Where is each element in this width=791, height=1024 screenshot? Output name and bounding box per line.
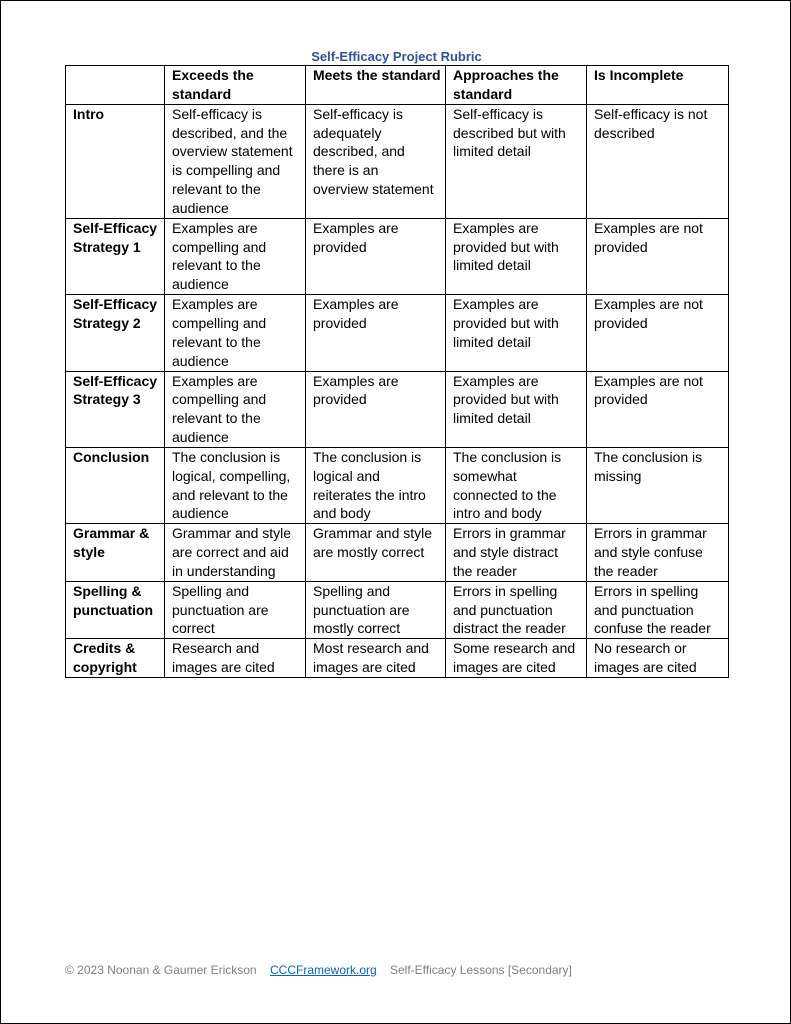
- descriptor-exceeds: The conclusion is logical, compelling, and relevant to the audience: [165, 447, 306, 523]
- rubric-row-credits-copyright: [66, 639, 729, 678]
- descriptor-exceeds: Examples are compelling and relevant to the audience: [165, 218, 306, 294]
- column-header-exceeds: Exceeds the standard: [165, 66, 306, 105]
- criterion-cell: Credits & copyright: [66, 639, 165, 678]
- criterion-cell: Conclusion: [66, 447, 165, 523]
- page-footer: [0, 962, 791, 978]
- copyright-notice: © 2023 Noonan & Gaumer Erickson: [65, 963, 257, 977]
- descriptor-incomplete: Errors in spelling and punctuation confuse the reader: [587, 581, 729, 639]
- corner-cell: [66, 66, 165, 105]
- descriptor-exceeds: Examples are compelling and relevant to the audience: [165, 371, 306, 447]
- rubric-title: Self-Efficacy Project Rubric: [311, 49, 482, 64]
- descriptor-meets: Self-efficacy is adequately described, and there is an overview statement: [306, 104, 446, 218]
- descriptor-incomplete: Examples are not provided: [587, 295, 729, 371]
- descriptor-approaches: Self-efficacy is described but with limited detail: [446, 104, 587, 218]
- rubric-row-grammar-style: [66, 524, 729, 582]
- descriptor-incomplete: Examples are not provided: [587, 371, 729, 447]
- rubric-row-conclusion: [66, 447, 729, 523]
- column-header-meets: Meets the standard: [306, 66, 446, 105]
- descriptor-meets: Spelling and punctuation are mostly correct: [306, 581, 446, 639]
- descriptor-approaches: Examples are provided but with limited detail: [446, 371, 587, 447]
- descriptor-meets: Most research and images are cited: [306, 639, 446, 678]
- rubric-header-row: [66, 66, 729, 105]
- criterion-cell: Self-Efficacy Strategy 1: [66, 218, 165, 294]
- rubric-table: [65, 65, 729, 678]
- descriptor-incomplete: Errors in grammar and style confuse the reader: [587, 524, 729, 582]
- criterion-cell: Intro: [66, 104, 165, 218]
- criterion-cell: Spelling & punctuation: [66, 581, 165, 639]
- descriptor-approaches: The conclusion is somewhat connected to the intro and body: [446, 447, 587, 523]
- descriptor-exceeds: Research and images are cited: [165, 639, 306, 678]
- cccframework-link[interactable]: CCCFramework.org: [270, 963, 377, 977]
- descriptor-approaches: Some research and images are cited: [446, 639, 587, 678]
- criterion-cell: Self-Efficacy Strategy 2: [66, 295, 165, 371]
- rubric-row-intro: [66, 104, 729, 218]
- descriptor-approaches: Examples are provided but with limited detail: [446, 295, 587, 371]
- descriptor-approaches: Examples are provided but with limited detail: [446, 218, 587, 294]
- rubric-row-strategy-3: [66, 371, 729, 447]
- rubric-row-spelling-punctuation: [66, 581, 729, 639]
- descriptor-approaches: Errors in grammar and style distract the reader: [446, 524, 587, 582]
- descriptor-incomplete: Self-efficacy is not described: [587, 104, 729, 218]
- descriptor-incomplete: The conclusion is missing: [587, 447, 729, 523]
- rubric-row-strategy-1: [66, 218, 729, 294]
- descriptor-meets: Grammar and style are mostly correct: [306, 524, 446, 582]
- descriptor-approaches: Errors in spelling and punctuation distract the reader: [446, 581, 587, 639]
- criterion-cell: Grammar & style: [66, 524, 165, 582]
- descriptor-exceeds: Grammar and style are correct and aid in understanding: [165, 524, 306, 582]
- descriptor-meets: Examples are provided: [306, 295, 446, 371]
- descriptor-exceeds: Examples are compelling and relevant to the audience: [165, 295, 306, 371]
- rubric-row-strategy-2: [66, 295, 729, 371]
- column-header-incomplete: Is Incomplete: [587, 66, 729, 105]
- lesson-series-label: Self-Efficacy Lessons [Secondary]: [390, 963, 572, 977]
- column-header-approaches: Approaches the standard: [446, 66, 587, 105]
- descriptor-meets: Examples are provided: [306, 371, 446, 447]
- descriptor-incomplete: Examples are not provided: [587, 218, 729, 294]
- descriptor-exceeds: Spelling and punctuation are correct: [165, 581, 306, 639]
- descriptor-incomplete: No research or images are cited: [587, 639, 729, 678]
- descriptor-meets: Examples are provided: [306, 218, 446, 294]
- descriptor-exceeds: Self-efficacy is described, and the overview statement is compelling and relevant to the audience: [165, 104, 306, 218]
- criterion-cell: Self-Efficacy Strategy 3: [66, 371, 165, 447]
- descriptor-meets: The conclusion is logical and reiterates the intro and body: [306, 447, 446, 523]
